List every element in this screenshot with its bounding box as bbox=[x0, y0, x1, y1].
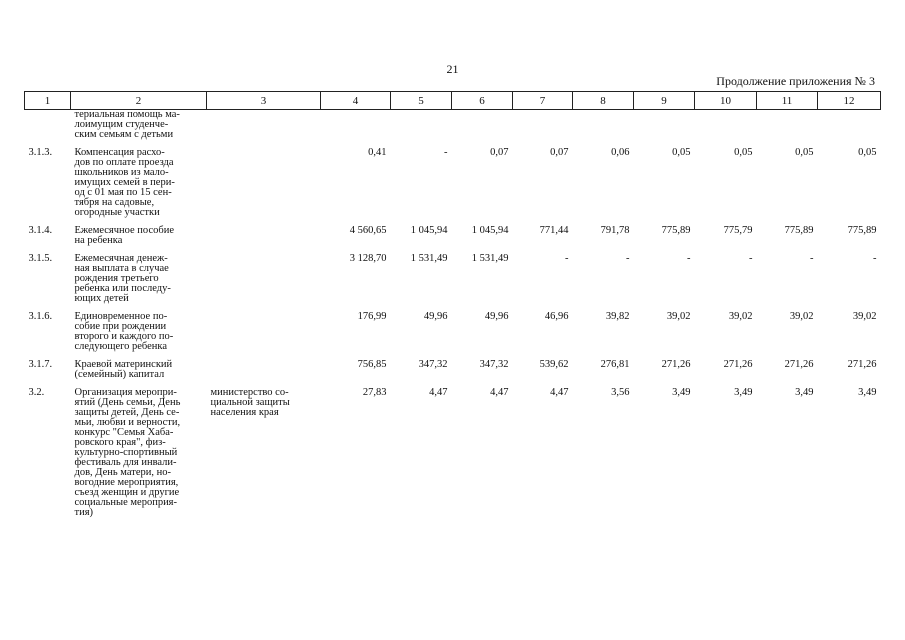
row-value-col-8: 0,06 bbox=[611, 147, 630, 158]
row-value-col-10: 775,79 bbox=[723, 225, 753, 236]
row-value-col-8 bbox=[573, 110, 634, 147]
row-value-col-4 bbox=[321, 110, 391, 147]
table-row bbox=[25, 358, 881, 386]
row-value-col-12: - bbox=[873, 253, 877, 264]
row-value-col-6: 0,07 bbox=[490, 147, 509, 158]
row-executor: министерство со- циальной защиты населения края bbox=[210, 387, 290, 418]
row-value-col-5: - bbox=[444, 147, 448, 158]
row-value-col-6: 347,32 bbox=[479, 359, 509, 370]
row-name: Единовременное по- собие при рождении второго и каждого по- следующего ребенка bbox=[74, 311, 174, 352]
column-header-2: 2 bbox=[71, 92, 207, 110]
row-value-col-8: - bbox=[626, 253, 630, 264]
column-header-8: 8 bbox=[573, 92, 634, 110]
table-row bbox=[25, 386, 881, 524]
row-value-col-12: 271,26 bbox=[847, 359, 877, 370]
row-value-col-9: - bbox=[687, 253, 691, 264]
row-value-col-4: 27,83 bbox=[362, 387, 387, 398]
table-body bbox=[25, 110, 881, 525]
row-executor bbox=[207, 146, 321, 224]
table-row bbox=[25, 310, 881, 358]
column-header-11: 11 bbox=[757, 92, 818, 110]
row-value-col-10: 39,02 bbox=[728, 311, 753, 322]
row-name: Краевой материнский (семейный) капитал bbox=[74, 359, 173, 380]
column-header-7: 7 bbox=[513, 92, 573, 110]
row-executor bbox=[207, 310, 321, 358]
table-row bbox=[25, 110, 881, 147]
row-value-col-10: 271,26 bbox=[723, 359, 753, 370]
row-value-col-11: 39,02 bbox=[789, 311, 814, 322]
row-value-col-5 bbox=[391, 110, 452, 147]
row-code: 3.1.7. bbox=[28, 359, 53, 370]
row-executor bbox=[207, 110, 321, 147]
row-value-col-7: - bbox=[565, 253, 569, 264]
row-value-col-5: 1 045,94 bbox=[410, 225, 448, 236]
column-header-3: 3 bbox=[207, 92, 321, 110]
row-value-col-10: 0,05 bbox=[734, 147, 753, 158]
row-value-col-4: 4 560,65 bbox=[349, 225, 387, 236]
row-value-col-5: 4,47 bbox=[429, 387, 448, 398]
row-value-col-7: 0,07 bbox=[550, 147, 569, 158]
table-header-row bbox=[25, 92, 881, 110]
row-value-col-8: 3,56 bbox=[611, 387, 630, 398]
row-value-col-12: 775,89 bbox=[847, 225, 877, 236]
row-value-col-9: 3,49 bbox=[672, 387, 691, 398]
column-header-10: 10 bbox=[695, 92, 757, 110]
row-value-col-5: 347,32 bbox=[418, 359, 448, 370]
row-value-col-11: 0,05 bbox=[795, 147, 814, 158]
row-value-col-6 bbox=[452, 110, 513, 147]
row-value-col-6: 4,47 bbox=[490, 387, 509, 398]
column-header-6: 6 bbox=[452, 92, 513, 110]
row-value-col-5: 49,96 bbox=[423, 311, 448, 322]
row-value-col-7: 46,96 bbox=[544, 311, 569, 322]
row-value-col-9 bbox=[634, 110, 695, 147]
row-value-col-12: 39,02 bbox=[852, 311, 877, 322]
row-value-col-11: 775,89 bbox=[784, 225, 814, 236]
row-executor bbox=[207, 358, 321, 386]
row-value-col-10 bbox=[695, 110, 757, 147]
row-code: 3.1.3. bbox=[28, 147, 53, 158]
row-value-col-4: 756,85 bbox=[357, 359, 387, 370]
column-header-9: 9 bbox=[634, 92, 695, 110]
row-name: Организация меропри- ятий (День семьи, День защиты детей, День се- мьи, любви и верности, конкурс "Семья Хаба- ровского края", физ- культурно-спортивный фестиваль для инвали- дов, День матери, но- вогодние мероприятия, съезд женщин и другие социальные мероприя- тия) bbox=[74, 387, 181, 518]
row-value-col-8: 39,82 bbox=[605, 311, 630, 322]
column-header-4: 4 bbox=[321, 92, 391, 110]
row-value-col-12: 0,05 bbox=[858, 147, 877, 158]
row-value-col-9: 775,89 bbox=[661, 225, 691, 236]
row-executor bbox=[207, 224, 321, 252]
row-code: 3.1.5. bbox=[28, 253, 53, 264]
row-value-col-12 bbox=[818, 110, 881, 147]
row-name: Ежемесячное пособие на ребенка bbox=[74, 225, 174, 246]
row-name: териальная помощь ма- лоимущим студенче- ским семьям с детьми bbox=[74, 109, 180, 140]
table-row bbox=[25, 252, 881, 310]
row-code bbox=[25, 110, 71, 147]
row-value-col-9: 0,05 bbox=[672, 147, 691, 158]
row-value-col-6: 49,96 bbox=[484, 311, 509, 322]
row-value-col-11 bbox=[757, 110, 818, 147]
row-value-col-12: 3,49 bbox=[858, 387, 877, 398]
row-value-col-11: 3,49 bbox=[795, 387, 814, 398]
row-value-col-7: 4,47 bbox=[550, 387, 569, 398]
row-name: Ежемесячная денеж- ная выплата в случае рождения третьего ребенка или последу- ющих детей bbox=[74, 253, 171, 304]
row-value-col-5: 1 531,49 bbox=[410, 253, 448, 264]
row-value-col-4: 176,99 bbox=[357, 311, 387, 322]
column-header-5: 5 bbox=[391, 92, 452, 110]
row-value-col-9: 39,02 bbox=[666, 311, 691, 322]
row-value-col-8: 791,78 bbox=[600, 225, 630, 236]
row-value-col-9: 271,26 bbox=[661, 359, 691, 370]
page-number: 21 bbox=[446, 62, 459, 76]
row-value-col-7: 539,62 bbox=[539, 359, 569, 370]
row-executor bbox=[207, 252, 321, 310]
row-value-col-7 bbox=[513, 110, 573, 147]
row-code: 3.1.4. bbox=[28, 225, 53, 236]
row-value-col-6: 1 531,49 bbox=[471, 253, 509, 264]
row-value-col-10: - bbox=[749, 253, 753, 264]
column-header-1: 1 bbox=[25, 92, 71, 110]
row-value-col-4: 0,41 bbox=[368, 147, 387, 158]
row-name: Компенсация расхо- дов по оплате проезда школьников из мало- имущих семей в пери- од с 01 мая по 15 сен- тября на садовые, огородные участки bbox=[74, 147, 175, 218]
row-value-col-7: 771,44 bbox=[539, 225, 569, 236]
budget-table bbox=[24, 91, 881, 524]
row-value-col-11: 271,26 bbox=[784, 359, 814, 370]
row-value-col-8: 276,81 bbox=[600, 359, 630, 370]
row-code: 3.2. bbox=[28, 387, 45, 398]
row-value-col-11: - bbox=[810, 253, 814, 264]
row-value-col-4: 3 128,70 bbox=[349, 253, 387, 264]
table-row bbox=[25, 224, 881, 252]
row-value-col-6: 1 045,94 bbox=[471, 225, 509, 236]
row-code: 3.1.6. bbox=[28, 311, 53, 322]
table-row bbox=[25, 146, 881, 224]
column-header-12: 12 bbox=[818, 92, 881, 110]
row-value-col-10: 3,49 bbox=[734, 387, 753, 398]
continuation-note: Продолжение приложения № 3 bbox=[716, 74, 875, 88]
